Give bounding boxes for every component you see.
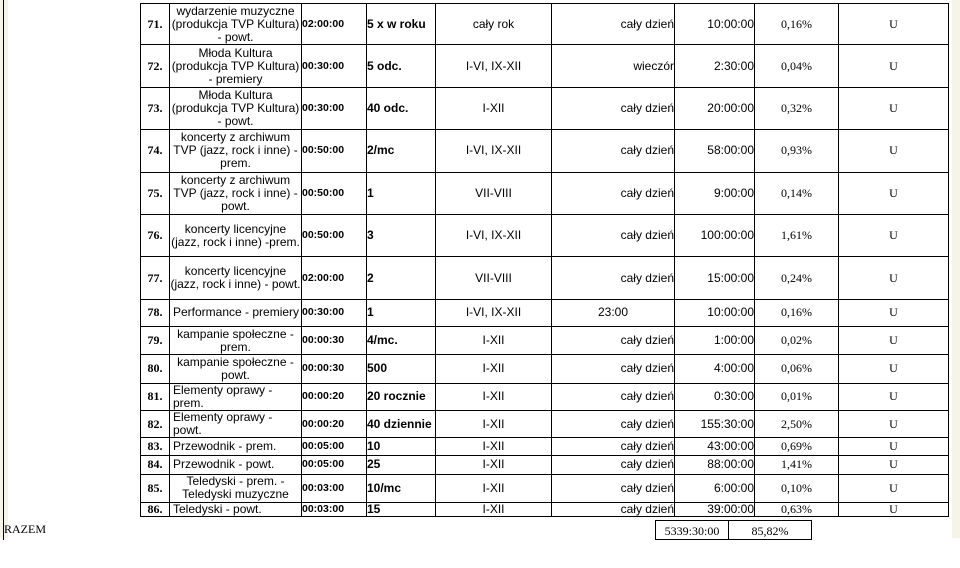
frequency: 1 [367, 172, 436, 214]
summary-row [0, 520, 960, 540]
percent: 0,16% [755, 299, 839, 326]
period: cały rok [436, 4, 552, 45]
category: U [839, 215, 949, 257]
time-of-day: cały dzień [552, 327, 675, 355]
percent: 0,01% [755, 383, 839, 410]
period: I-XII [436, 474, 552, 502]
row-number: 86. [141, 502, 170, 516]
row-number: 80. [141, 355, 170, 383]
program-name: koncerty licencyjne (jazz, rock i inne) - powt. [170, 257, 302, 299]
program-name: koncerty z archiwum TVP (jazz, rock i inne) - prem. [170, 130, 302, 172]
table-row [141, 327, 949, 355]
row-number: 73. [141, 87, 170, 129]
period: I-XII [436, 327, 552, 355]
total-time: 1:00:00 [675, 327, 755, 355]
summary-total-time: 5339:30:00 [655, 520, 729, 540]
frequency: 40 dziennie [367, 410, 436, 437]
period: I-VI, IX-XII [436, 299, 552, 326]
category: U [839, 257, 949, 299]
row-number: 78. [141, 299, 170, 326]
duration: 00:30:00 [302, 45, 367, 87]
time-of-day: wieczór [552, 45, 675, 87]
duration: 00:05:00 [302, 456, 367, 474]
duration: 00:03:00 [302, 502, 367, 516]
row-number: 83. [141, 438, 170, 456]
program-name: Teledyski - powt. [170, 502, 302, 516]
time-of-day: cały dzień [552, 215, 675, 257]
frequency: 2/mc [367, 130, 436, 172]
table-row [141, 456, 949, 474]
duration: 00:30:00 [302, 299, 367, 326]
table-row [141, 355, 949, 383]
time-of-day: cały dzień [552, 383, 675, 410]
table-row [141, 130, 949, 172]
percent: 0,63% [755, 502, 839, 516]
percent: 0,93% [755, 130, 839, 172]
time-of-day: cały dzień [552, 456, 675, 474]
period: I-VI, IX-XII [436, 215, 552, 257]
row-number: 79. [141, 327, 170, 355]
duration: 00:30:00 [302, 87, 367, 129]
table-row [141, 257, 949, 299]
percent: 0,69% [755, 438, 839, 456]
total-time: 9:00:00 [675, 172, 755, 214]
category: U [839, 172, 949, 214]
time-of-day: cały dzień [552, 410, 675, 437]
category: U [839, 130, 949, 172]
time-of-day: cały dzień [552, 474, 675, 502]
percent: 2,50% [755, 410, 839, 437]
percent: 0,04% [755, 45, 839, 87]
time-of-day: cały dzień [552, 172, 675, 214]
time-of-day: cały dzień [552, 130, 675, 172]
frequency: 5 x w roku [367, 4, 436, 45]
total-time: 10:00:00 [675, 4, 755, 45]
program-name: Elementy oprawy - powt. [170, 410, 302, 437]
program-name: koncerty licencyjne (jazz, rock i inne) -prem. [170, 215, 302, 257]
frequency: 10/mc [367, 474, 436, 502]
row-number: 75. [141, 172, 170, 214]
duration: 00:00:30 [302, 327, 367, 355]
period: VII-VIII [436, 257, 552, 299]
category: U [839, 474, 949, 502]
category: U [839, 410, 949, 437]
frequency: 20 rocznie [367, 383, 436, 410]
period: VII-VIII [436, 172, 552, 214]
percent: 0,32% [755, 87, 839, 129]
category: U [839, 355, 949, 383]
table-row [141, 172, 949, 214]
program-schedule-table [140, 3, 949, 517]
summary-percent: 85,82% [728, 520, 812, 540]
total-time: 20:00:00 [675, 87, 755, 129]
category: U [839, 383, 949, 410]
total-time: 155:30:00 [675, 410, 755, 437]
table-row [141, 502, 949, 516]
category: U [839, 327, 949, 355]
table-row [141, 474, 949, 502]
program-name: koncerty z archiwum TVP (jazz, rock i inne) - powt. [170, 172, 302, 214]
duration: 00:00:30 [302, 355, 367, 383]
frequency: 4/mc. [367, 327, 436, 355]
category: U [839, 299, 949, 326]
table-row [141, 410, 949, 437]
total-time: 15:00:00 [675, 257, 755, 299]
table-row [141, 87, 949, 129]
frequency: 1 [367, 299, 436, 326]
table-row [141, 383, 949, 410]
row-number: 84. [141, 456, 170, 474]
duration: 00:50:00 [302, 215, 367, 257]
program-name: Elementy oprawy - prem. [170, 383, 302, 410]
category: U [839, 4, 949, 45]
total-time: 100:00:00 [675, 215, 755, 257]
total-time: 0:30:00 [675, 383, 755, 410]
frequency: 5 odc. [367, 45, 436, 87]
total-time: 6:00:00 [675, 474, 755, 502]
table-row [141, 45, 949, 87]
total-time: 43:00:00 [675, 438, 755, 456]
row-number: 81. [141, 383, 170, 410]
page-border-line [3, 0, 4, 540]
program-name: kampanie społeczne - powt. [170, 355, 302, 383]
table-row [141, 299, 949, 326]
row-number: 71. [141, 4, 170, 45]
left-margin-band [0, 0, 8, 538]
period: I-XII [436, 438, 552, 456]
period: I-XII [436, 383, 552, 410]
frequency: 40 odc. [367, 87, 436, 129]
percent: 0,14% [755, 172, 839, 214]
percent: 0,06% [755, 355, 839, 383]
duration: 00:00:20 [302, 383, 367, 410]
table-row [141, 4, 949, 45]
total-time: 10:00:00 [675, 299, 755, 326]
time-of-day: cały dzień [552, 438, 675, 456]
category: U [839, 87, 949, 129]
program-name: Teledyski - prem. - Teledyski muzyczne [170, 474, 302, 502]
duration: 00:03:00 [302, 474, 367, 502]
duration: 02:00:00 [302, 257, 367, 299]
row-number: 76. [141, 215, 170, 257]
percent: 0,10% [755, 474, 839, 502]
duration: 00:50:00 [302, 172, 367, 214]
program-name: Przewodnik - powt. [170, 456, 302, 474]
percent: 1,61% [755, 215, 839, 257]
total-time: 39:00:00 [675, 502, 755, 516]
frequency: 3 [367, 215, 436, 257]
percent: 0,16% [755, 4, 839, 45]
time-of-day: cały dzień [552, 502, 675, 516]
period: I-XII [436, 502, 552, 516]
frequency: 25 [367, 456, 436, 474]
row-number: 77. [141, 257, 170, 299]
category: U [839, 45, 949, 87]
time-of-day: cały dzień [552, 257, 675, 299]
time-of-day: 23:00 [552, 299, 675, 326]
period: I-XII [436, 410, 552, 437]
frequency: 2 [367, 257, 436, 299]
program-name: kampanie społeczne - prem. [170, 327, 302, 355]
program-name: Młoda Kultura (produkcja TVP Kultura) - powt. [170, 87, 302, 129]
frequency: 500 [367, 355, 436, 383]
row-number: 74. [141, 130, 170, 172]
percent: 0,24% [755, 257, 839, 299]
period: I-XII [436, 87, 552, 129]
category: U [839, 456, 949, 474]
total-time: 88:00:00 [675, 456, 755, 474]
total-time: 2:30:00 [675, 45, 755, 87]
frequency: 10 [367, 438, 436, 456]
total-time: 4:00:00 [675, 355, 755, 383]
total-time: 58:00:00 [675, 130, 755, 172]
program-name: Młoda Kultura (produkcja TVP Kultura) - premiery [170, 45, 302, 87]
time-of-day: cały dzień [552, 355, 675, 383]
row-number: 82. [141, 410, 170, 437]
duration: 02:00:00 [302, 4, 367, 45]
duration: 00:05:00 [302, 438, 367, 456]
program-name: Przewodnik - prem. [170, 438, 302, 456]
program-name: Performance - premiery [170, 299, 302, 326]
right-margin-band [952, 0, 960, 538]
row-number: 72. [141, 45, 170, 87]
table-row [141, 215, 949, 257]
row-number: 85. [141, 474, 170, 502]
time-of-day: cały dzień [552, 87, 675, 129]
percent: 1,41% [755, 456, 839, 474]
category: U [839, 438, 949, 456]
period: I-VI, IX-XII [436, 45, 552, 87]
period: I-XII [436, 456, 552, 474]
duration: 00:00:20 [302, 410, 367, 437]
summary-label: RAZEM [4, 522, 46, 536]
period: I-XII [436, 355, 552, 383]
percent: 0,02% [755, 327, 839, 355]
table-row [141, 438, 949, 456]
program-name: wydarzenie muzyczne (produkcja TVP Kultura) - powt. [170, 4, 302, 45]
time-of-day: cały dzień [552, 4, 675, 45]
frequency: 15 [367, 502, 436, 516]
category: U [839, 502, 949, 516]
duration: 00:50:00 [302, 130, 367, 172]
period: I-VI, IX-XII [436, 130, 552, 172]
